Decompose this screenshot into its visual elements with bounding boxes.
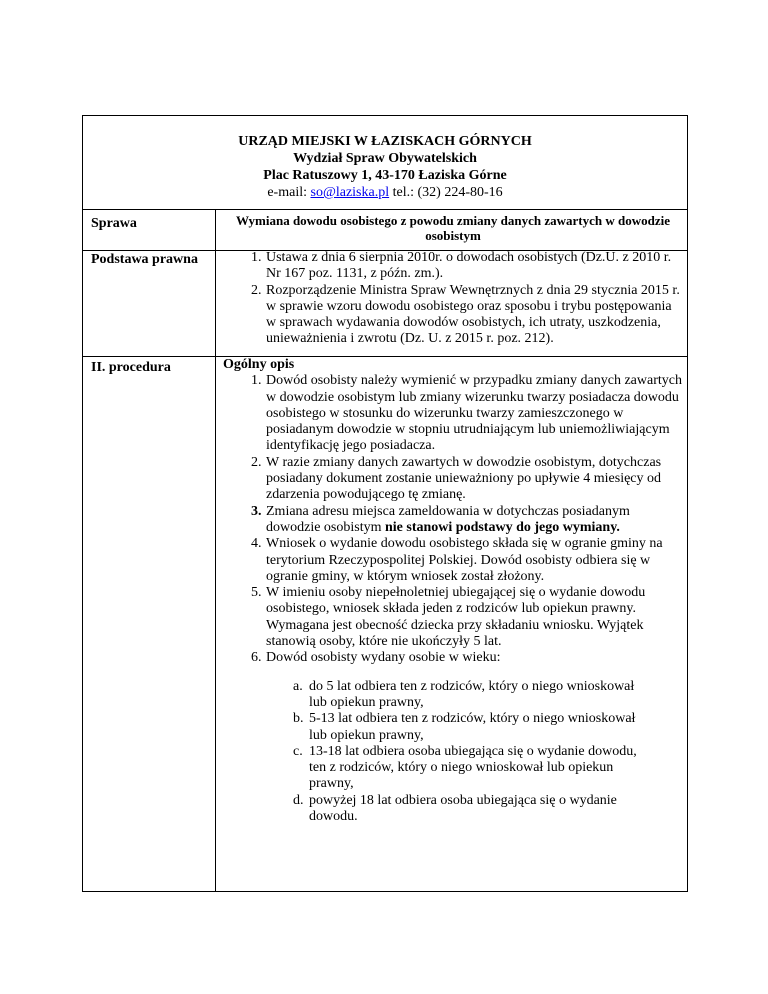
list-item — [223, 504, 683, 537]
item-number: 4. — [251, 536, 262, 552]
sub-item-letter: a. — [293, 678, 303, 694]
item-text: Rozporządzenie Ministra Spraw Wewnętrznych z dnia 29 stycznia 2015 r. w sprawie wzoru dowodu osobistego oraz sposobu i trybu postępowania w sprawach wydawania dowodów osobistych, ich utraty, uszkodzenia, unieważnienia i zwrotu (Dz. U. z 2015 r. poz. 212). — [266, 282, 680, 347]
sub-list-item — [223, 793, 683, 826]
item-number: 1. — [251, 373, 262, 389]
sub-item-text: powyżej 18 lat odbiera osoba ubiegająca się o wydanie dowodu. — [309, 792, 617, 825]
label-podstawa-prawna: Podstawa prawna — [91, 252, 198, 267]
item-text: W razie zmiany danych zawartych w dowodzie osobistym, dotychczas posiadany dokument zostanie unieważniony po upływie 4 miesięcy od zdarzenia powodującego tę zmianę. — [266, 454, 662, 503]
sub-item-letter: c. — [293, 743, 303, 759]
item-text: W imieniu osoby niepełnoletniej ubiegającej się o wydanie dowodu osobistego, wniosek składa jeden z rodziców lub opiekun prawny. Wymagana jest obecność dziecka przy składaniu wniosku. Wyjątek stanowią osoby, które nie ukończyły 5 lat. — [266, 585, 646, 650]
office-name: URZĄD MIEJSKI W ŁAZISKACH GÓRNYCH — [238, 134, 532, 149]
list-item — [223, 455, 683, 504]
list-item — [223, 373, 683, 454]
sub-item-text: do 5 lat odbiera ten z rodziców, który o niego wnioskował lub opiekun prawny, — [309, 678, 635, 710]
item-text: Zmiana adresu miejsca zameldowania w dotychczas posiadanym dowodzie osobistym — [266, 503, 630, 535]
legal-basis-list — [223, 250, 683, 348]
item-text: Dowód osobisty wydany osobie w wieku: — [266, 650, 501, 666]
item-number: 1. — [251, 250, 262, 265]
contact-line — [83, 184, 687, 201]
item-text: Wniosek o wydanie dowodu osobistego składa się w ogranie gminy na terytorium Rzeczypospolitej Polskiej. Dowód osobisty odbiera się w ogranie gminy, w którym wniosek został złożony. — [266, 536, 663, 584]
department-name: Wydział Spraw Obywatelskich — [293, 151, 477, 166]
item-text: Dowód osobisty należy wymienić w przypadku zmiany danych zawartych w dowodzie osobistym lub zmiany wizerunku twarzy posiadacza dowodu osobistego w stosunku do wizerunku twarzy zamieszczonego w posiadanym dowodzie w stopniu utrudniającym lub uniemożliwiającym identyfikację jego posiadacza. — [266, 373, 682, 454]
document-header — [83, 116, 687, 210]
label-sprawa: Sprawa — [91, 216, 137, 231]
sub-list-item — [223, 679, 683, 712]
age-sublist — [223, 679, 683, 826]
phone-number: tel.: (32) 224-80-16 — [389, 185, 503, 200]
email-link[interactable]: so@laziska.pl — [310, 185, 390, 200]
item-number: 5. — [251, 585, 262, 601]
item-text: Ustawa z dnia 6 sierpnia 2010r. o dowodach osobistych (Dz.U. z 2010 r. Nr 167 poz. 1131, z późn. zm.). — [266, 250, 672, 282]
sub-item-text: 13-18 lat odbiera osoba ubiegająca się o wydanie dowodu, ten z rodziców, który o niego wnioskował lub opiekun prawny, — [309, 743, 637, 792]
sub-item-text: 5-13 lat odbiera ten z rodziców, który o niego wnioskował lub opiekun prawny, — [309, 711, 636, 743]
list-item — [223, 536, 683, 585]
label-procedura: II. procedura — [91, 360, 171, 375]
item-number: 3. — [251, 503, 262, 519]
item-number: 2. — [251, 454, 262, 470]
list-item — [223, 250, 683, 283]
list-item — [223, 283, 683, 348]
sprawa-value: Wymiana dowodu osobistego z powodu zmiany danych zawartych w dowodzie osobistym — [236, 213, 670, 243]
office-address: Plac Ratuszowy 1, 43-170 Łaziska Górne — [263, 168, 507, 183]
list-item — [223, 650, 683, 666]
list-item — [223, 585, 683, 650]
sub-item-letter: b. — [293, 711, 304, 727]
general-description-heading: Ogólny opis — [223, 357, 295, 372]
procedure-content — [223, 357, 683, 825]
item-bold-text: nie stanowi podstawy do jego wymiany. — [385, 519, 620, 535]
document-table — [82, 115, 688, 892]
sub-list-item — [223, 744, 683, 793]
item-number: 6. — [251, 650, 262, 666]
email-prefix: e-mail: — [267, 185, 311, 200]
column-divider — [215, 210, 216, 891]
sub-item-letter: d. — [293, 792, 304, 808]
sub-list-item — [223, 711, 683, 744]
item-number: 2. — [251, 282, 262, 298]
